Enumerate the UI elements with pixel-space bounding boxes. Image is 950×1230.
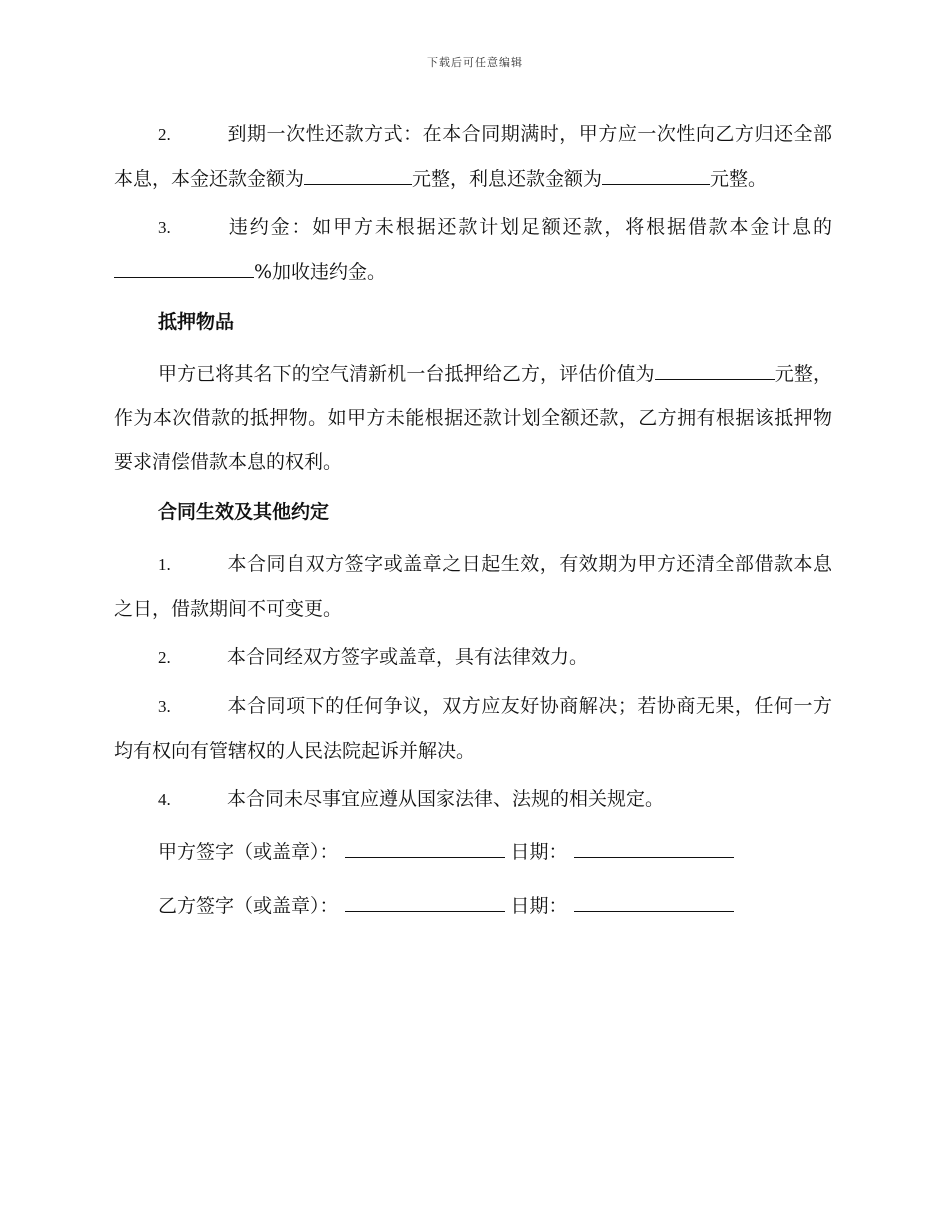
party-a-signature-line bbox=[114, 830, 832, 874]
item-number: 4. bbox=[158, 790, 171, 809]
interest-amount-blank bbox=[602, 166, 710, 185]
item-text: %加收违约金。 bbox=[254, 261, 387, 283]
item-number: 3. bbox=[158, 697, 171, 716]
item-text: 违约金：如甲方未根据还款计划足额还款，将根据借款本金计息的 bbox=[227, 216, 832, 238]
item-text: 元整，利息还款金额为 bbox=[412, 168, 603, 190]
effect-item-2 bbox=[114, 635, 832, 680]
effect-item-4 bbox=[114, 777, 832, 822]
party-a-signature-blank bbox=[345, 839, 505, 858]
date-label: 日期： bbox=[510, 841, 568, 863]
party-a-date-blank bbox=[574, 839, 734, 858]
document-body bbox=[114, 112, 832, 938]
section-heading-effect: 合同生效及其他约定 bbox=[158, 501, 330, 523]
section-heading-collateral: 抵押物品 bbox=[158, 311, 235, 333]
item-text: 到期一次性还款方式：在本合同期满时，甲方应一次性向乙方归还全部本息，本金还款金额为 bbox=[114, 123, 832, 190]
party-b-signature-line bbox=[114, 884, 832, 928]
party-b-date-blank bbox=[574, 893, 734, 912]
item-text: 本合同经双方签字或盖章，具有法律效力。 bbox=[227, 646, 589, 668]
item-text: 元整。 bbox=[710, 168, 768, 190]
page-header: 下载后可任意编辑 bbox=[427, 56, 523, 69]
effect-item-1 bbox=[114, 542, 832, 631]
collateral-text: 甲方已将其名下的空气清新机一台抵押给乙方，评估价值为 bbox=[158, 363, 655, 385]
item-text: 本合同未尽事宜应遵从国家法律、法规的相关规定。 bbox=[227, 788, 665, 810]
repayment-item-2 bbox=[114, 112, 832, 201]
penalty-rate-blank bbox=[114, 259, 254, 278]
party-b-label: 乙方签字（或盖章）： bbox=[158, 895, 339, 917]
collateral-text: 元整，作为本次借款的抵押物。如甲方未能根据还款计划全额还款，乙方拥有根据该抵押物要求清偿借款本息的权利。 bbox=[114, 363, 832, 473]
date-label: 日期： bbox=[510, 895, 568, 917]
principal-amount-blank bbox=[304, 166, 412, 185]
item-number: 2. bbox=[158, 648, 171, 667]
item-text: 本合同自双方签字或盖章之日起生效，有效期为甲方还清全部借款本息之日，借款期间不可变更。 bbox=[114, 553, 832, 620]
party-b-signature-blank bbox=[345, 893, 505, 912]
item-number: 1. bbox=[158, 555, 171, 574]
party-a-label: 甲方签字（或盖章）： bbox=[158, 841, 339, 863]
item-number: 3. bbox=[158, 218, 171, 237]
collateral-paragraph bbox=[114, 352, 832, 484]
item-number: 2. bbox=[158, 125, 171, 144]
collateral-value-blank bbox=[655, 361, 775, 380]
item-text: 本合同项下的任何争议，双方应友好协商解决；若协商无果，任何一方均有权向有管辖权的人民法院起诉并解决。 bbox=[114, 695, 832, 762]
repayment-item-3 bbox=[114, 205, 832, 294]
effect-item-3 bbox=[114, 684, 832, 773]
